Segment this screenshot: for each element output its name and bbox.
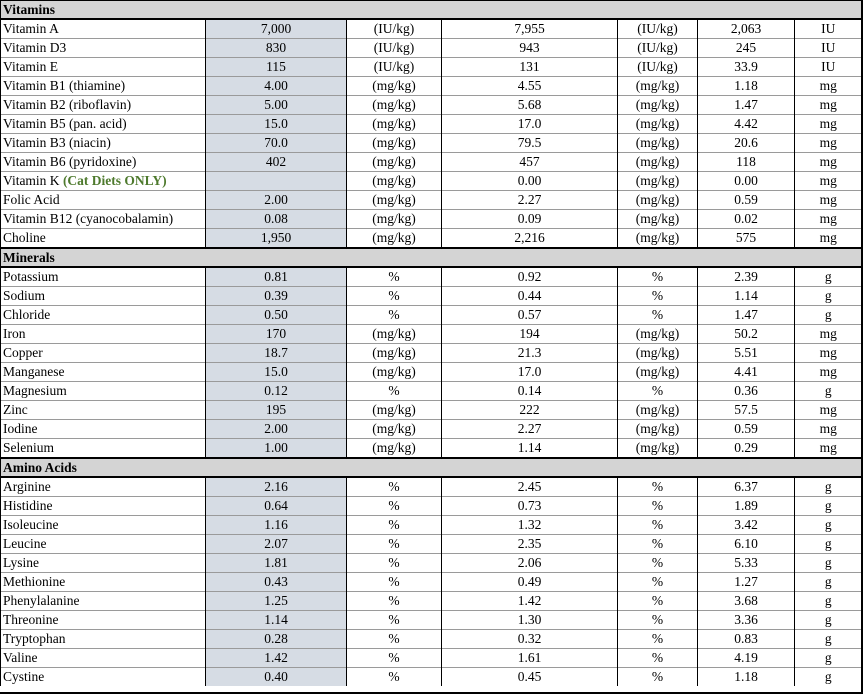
per-1000kcal-unit-cell: mg — [795, 134, 862, 153]
table-row — [1, 630, 862, 649]
as-fed-value-cell[interactable]: 1.25 — [206, 592, 347, 611]
dry-matter-value-cell: 1.32 — [442, 516, 618, 535]
table-row — [1, 267, 862, 287]
dry-matter-value-cell: 17.0 — [442, 115, 618, 134]
as-fed-value-cell[interactable]: 18.7 — [206, 344, 347, 363]
per-1000kcal-value-cell: 1.47 — [698, 306, 795, 325]
as-fed-value-cell[interactable]: 2.00 — [206, 191, 347, 210]
per-1000kcal-unit-cell: g — [795, 267, 862, 287]
nutrient-name-cell: Vitamin B3 (niacin) — [1, 134, 206, 153]
dry-matter-value-cell: 79.5 — [442, 134, 618, 153]
table-row — [1, 325, 862, 344]
nutrient-name: Vitamin K — [3, 173, 63, 188]
per-1000kcal-value-cell: 57.5 — [698, 401, 795, 420]
as-fed-unit-cell: % — [347, 592, 442, 611]
as-fed-unit-cell: % — [347, 611, 442, 630]
as-fed-value-cell[interactable]: 170 — [206, 325, 347, 344]
as-fed-value-cell[interactable]: 0.43 — [206, 573, 347, 592]
per-1000kcal-unit-cell: IU — [795, 19, 862, 39]
per-1000kcal-unit-cell: g — [795, 287, 862, 306]
per-1000kcal-value-cell: 20.6 — [698, 134, 795, 153]
per-1000kcal-unit-cell: mg — [795, 77, 862, 96]
table-row — [1, 420, 862, 439]
table-row — [1, 115, 862, 134]
as-fed-value-cell[interactable]: 1.16 — [206, 516, 347, 535]
dry-matter-value-cell: 0.32 — [442, 630, 618, 649]
as-fed-value-cell[interactable]: 195 — [206, 401, 347, 420]
dry-matter-value-cell: 0.00 — [442, 172, 618, 191]
per-1000kcal-unit-cell: mg — [795, 115, 862, 134]
nutrient-name-cell: Vitamin B2 (riboflavin) — [1, 96, 206, 115]
nutrient-name-cell: Methionine — [1, 573, 206, 592]
as-fed-value-cell[interactable]: 0.28 — [206, 630, 347, 649]
nutrient-name-cell: Iodine — [1, 420, 206, 439]
as-fed-unit-cell: % — [347, 267, 442, 287]
nutrient-table-body — [1, 1, 862, 687]
per-1000kcal-unit-cell: g — [795, 611, 862, 630]
as-fed-unit-cell: (mg/kg) — [347, 363, 442, 382]
dry-matter-value-cell: 0.14 — [442, 382, 618, 401]
as-fed-value-cell[interactable]: 402 — [206, 153, 347, 172]
as-fed-unit-cell: % — [347, 535, 442, 554]
per-1000kcal-value-cell: 0.59 — [698, 420, 795, 439]
dry-matter-value-cell: 1.14 — [442, 439, 618, 459]
per-1000kcal-unit-cell: mg — [795, 325, 862, 344]
section-header-row — [1, 1, 862, 20]
per-1000kcal-value-cell: 1.89 — [698, 497, 795, 516]
nutrient-name-cell: Vitamin A — [1, 19, 206, 39]
per-1000kcal-unit-cell: g — [795, 306, 862, 325]
section-header-row — [1, 458, 862, 477]
per-1000kcal-value-cell: 245 — [698, 39, 795, 58]
dry-matter-value-cell: 5.68 — [442, 96, 618, 115]
table-row — [1, 592, 862, 611]
as-fed-value-cell[interactable]: 2.00 — [206, 420, 347, 439]
nutrient-name-cell: Tryptophan — [1, 630, 206, 649]
as-fed-value-cell[interactable]: 1.14 — [206, 611, 347, 630]
nutrient-name-cell: Vitamin B6 (pyridoxine) — [1, 153, 206, 172]
per-1000kcal-unit-cell: mg — [795, 96, 862, 115]
per-1000kcal-value-cell: 5.33 — [698, 554, 795, 573]
as-fed-unit-cell: (mg/kg) — [347, 96, 442, 115]
per-1000kcal-value-cell: 3.36 — [698, 611, 795, 630]
as-fed-value-cell[interactable]: 2.16 — [206, 477, 347, 497]
dry-matter-value-cell: 7,955 — [442, 19, 618, 39]
table-row — [1, 287, 862, 306]
dry-matter-value-cell: 1.30 — [442, 611, 618, 630]
nutrient-name-cell: Manganese — [1, 363, 206, 382]
as-fed-value-cell[interactable] — [206, 172, 347, 191]
dry-matter-unit-cell: % — [618, 267, 698, 287]
dry-matter-unit-cell: (mg/kg) — [618, 210, 698, 229]
dry-matter-unit-cell: (IU/kg) — [618, 39, 698, 58]
dry-matter-value-cell: 2.35 — [442, 535, 618, 554]
as-fed-unit-cell: (mg/kg) — [347, 172, 442, 191]
dry-matter-value-cell: 2.27 — [442, 420, 618, 439]
per-1000kcal-unit-cell: IU — [795, 58, 862, 77]
per-1000kcal-value-cell: 575 — [698, 229, 795, 249]
per-1000kcal-unit-cell: mg — [795, 210, 862, 229]
per-1000kcal-unit-cell: g — [795, 668, 862, 687]
per-1000kcal-value-cell: 0.00 — [698, 172, 795, 191]
as-fed-value-cell[interactable]: 15.0 — [206, 363, 347, 382]
per-1000kcal-value-cell: 0.36 — [698, 382, 795, 401]
dry-matter-value-cell: 943 — [442, 39, 618, 58]
nutrient-name-cell: Chloride — [1, 306, 206, 325]
dry-matter-value-cell: 0.09 — [442, 210, 618, 229]
as-fed-unit-cell: (mg/kg) — [347, 115, 442, 134]
nutrient-name-cell: Vitamin B5 (pan. acid) — [1, 115, 206, 134]
dry-matter-unit-cell: % — [618, 649, 698, 668]
per-1000kcal-unit-cell: g — [795, 573, 862, 592]
dry-matter-unit-cell: (mg/kg) — [618, 363, 698, 382]
nutrient-name-cell: Valine — [1, 649, 206, 668]
per-1000kcal-unit-cell: g — [795, 630, 862, 649]
table-row — [1, 96, 862, 115]
as-fed-unit-cell: % — [347, 497, 442, 516]
per-1000kcal-value-cell: 0.02 — [698, 210, 795, 229]
nutrient-name-cell: Lysine — [1, 554, 206, 573]
nutrient-name-cell: Threonine — [1, 611, 206, 630]
as-fed-unit-cell: % — [347, 573, 442, 592]
per-1000kcal-value-cell: 50.2 — [698, 325, 795, 344]
nutrient-name-cell: Vitamin B12 (cyanocobalamin) — [1, 210, 206, 229]
table-row — [1, 573, 862, 592]
dry-matter-unit-cell: % — [618, 592, 698, 611]
per-1000kcal-value-cell: 4.19 — [698, 649, 795, 668]
nutrient-name-cell: Potassium — [1, 267, 206, 287]
as-fed-unit-cell: (mg/kg) — [347, 439, 442, 459]
dry-matter-unit-cell: (mg/kg) — [618, 77, 698, 96]
nutrient-name-cell: Vitamin E — [1, 58, 206, 77]
as-fed-unit-cell: % — [347, 630, 442, 649]
dry-matter-value-cell: 0.44 — [442, 287, 618, 306]
as-fed-unit-cell: (mg/kg) — [347, 420, 442, 439]
per-1000kcal-value-cell: 3.68 — [698, 592, 795, 611]
table-row — [1, 229, 862, 249]
section-title: Amino Acids — [1, 458, 862, 477]
dry-matter-value-cell: 1.42 — [442, 592, 618, 611]
as-fed-unit-cell: % — [347, 668, 442, 687]
as-fed-value-cell[interactable]: 830 — [206, 39, 347, 58]
dry-matter-unit-cell: % — [618, 306, 698, 325]
as-fed-unit-cell: (mg/kg) — [347, 77, 442, 96]
dry-matter-value-cell: 2.06 — [442, 554, 618, 573]
dry-matter-unit-cell: (mg/kg) — [618, 134, 698, 153]
table-row — [1, 554, 862, 573]
as-fed-value-cell[interactable]: 1.42 — [206, 649, 347, 668]
per-1000kcal-unit-cell: mg — [795, 439, 862, 459]
as-fed-unit-cell: (IU/kg) — [347, 39, 442, 58]
table-row — [1, 210, 862, 229]
table-row — [1, 134, 862, 153]
per-1000kcal-value-cell: 1.14 — [698, 287, 795, 306]
table-row — [1, 39, 862, 58]
per-1000kcal-value-cell: 4.41 — [698, 363, 795, 382]
per-1000kcal-value-cell: 1.18 — [698, 668, 795, 687]
table-row — [1, 363, 862, 382]
nutrient-name-cell: Isoleucine — [1, 516, 206, 535]
as-fed-unit-cell: (mg/kg) — [347, 344, 442, 363]
as-fed-value-cell[interactable]: 2.07 — [206, 535, 347, 554]
as-fed-unit-cell: (mg/kg) — [347, 401, 442, 420]
per-1000kcal-value-cell: 118 — [698, 153, 795, 172]
dry-matter-value-cell: 21.3 — [442, 344, 618, 363]
nutrient-name-cell: Vitamin B1 (thiamine) — [1, 77, 206, 96]
nutrient-name-cell: Cystine — [1, 668, 206, 687]
as-fed-value-cell[interactable]: 0.08 — [206, 210, 347, 229]
per-1000kcal-unit-cell: mg — [795, 229, 862, 249]
dry-matter-value-cell: 2.45 — [442, 477, 618, 497]
per-1000kcal-unit-cell: mg — [795, 420, 862, 439]
per-1000kcal-value-cell: 2.39 — [698, 267, 795, 287]
per-1000kcal-value-cell: 1.47 — [698, 96, 795, 115]
as-fed-unit-cell: % — [347, 554, 442, 573]
as-fed-unit-cell: (mg/kg) — [347, 229, 442, 249]
dry-matter-value-cell: 0.49 — [442, 573, 618, 592]
as-fed-unit-cell: % — [347, 516, 442, 535]
nutrient-name-cell: Choline — [1, 229, 206, 249]
as-fed-value-cell[interactable]: 1,950 — [206, 229, 347, 249]
dry-matter-unit-cell: % — [618, 477, 698, 497]
as-fed-unit-cell: % — [347, 306, 442, 325]
per-1000kcal-unit-cell: g — [795, 382, 862, 401]
per-1000kcal-value-cell: 33.9 — [698, 58, 795, 77]
as-fed-value-cell[interactable]: 115 — [206, 58, 347, 77]
dry-matter-unit-cell: (mg/kg) — [618, 439, 698, 459]
table-row — [1, 535, 862, 554]
per-1000kcal-unit-cell: mg — [795, 401, 862, 420]
as-fed-unit-cell: (mg/kg) — [347, 134, 442, 153]
section-title: Minerals — [1, 248, 862, 267]
per-1000kcal-unit-cell: g — [795, 535, 862, 554]
as-fed-value-cell[interactable]: 1.00 — [206, 439, 347, 459]
per-1000kcal-value-cell: 3.42 — [698, 516, 795, 535]
per-1000kcal-unit-cell: g — [795, 554, 862, 573]
dry-matter-value-cell: 1.61 — [442, 649, 618, 668]
dry-matter-unit-cell: % — [618, 535, 698, 554]
dry-matter-value-cell: 2.27 — [442, 191, 618, 210]
per-1000kcal-unit-cell: g — [795, 477, 862, 497]
table-row — [1, 153, 862, 172]
per-1000kcal-unit-cell: g — [795, 649, 862, 668]
nutrient-name-cell: Folic Acid — [1, 191, 206, 210]
as-fed-unit-cell: (IU/kg) — [347, 19, 442, 39]
as-fed-unit-cell: % — [347, 382, 442, 401]
section-title: Vitamins — [1, 1, 862, 20]
as-fed-value-cell[interactable]: 0.39 — [206, 287, 347, 306]
per-1000kcal-value-cell: 2,063 — [698, 19, 795, 39]
dry-matter-unit-cell: % — [618, 573, 698, 592]
dry-matter-value-cell: 0.92 — [442, 267, 618, 287]
section-header-row — [1, 248, 862, 267]
as-fed-value-cell[interactable]: 5.00 — [206, 96, 347, 115]
dry-matter-unit-cell: % — [618, 611, 698, 630]
table-row — [1, 668, 862, 687]
nutrient-name-cell: Histidine — [1, 497, 206, 516]
per-1000kcal-value-cell: 0.83 — [698, 630, 795, 649]
nutrient-name-cell: Selenium — [1, 439, 206, 459]
table-row — [1, 516, 862, 535]
dry-matter-unit-cell: % — [618, 630, 698, 649]
dry-matter-value-cell: 194 — [442, 325, 618, 344]
table-row — [1, 191, 862, 210]
as-fed-value-cell[interactable]: 1.81 — [206, 554, 347, 573]
dry-matter-unit-cell: % — [618, 668, 698, 687]
nutrient-name-cell: Zinc — [1, 401, 206, 420]
per-1000kcal-value-cell: 5.51 — [698, 344, 795, 363]
table-row — [1, 19, 862, 39]
table-row — [1, 497, 862, 516]
per-1000kcal-unit-cell: mg — [795, 363, 862, 382]
dry-matter-unit-cell: (mg/kg) — [618, 172, 698, 191]
as-fed-unit-cell: (mg/kg) — [347, 153, 442, 172]
table-row — [1, 439, 862, 459]
dry-matter-value-cell: 222 — [442, 401, 618, 420]
dry-matter-unit-cell: % — [618, 554, 698, 573]
nutrient-name-cell: Arginine — [1, 477, 206, 497]
nutrient-name-cell: Sodium — [1, 287, 206, 306]
per-1000kcal-unit-cell: mg — [795, 344, 862, 363]
nutrient-name-cell: Leucine — [1, 535, 206, 554]
table-row — [1, 58, 862, 77]
as-fed-value-cell[interactable]: 15.0 — [206, 115, 347, 134]
per-1000kcal-unit-cell: IU — [795, 39, 862, 58]
as-fed-unit-cell: (mg/kg) — [347, 210, 442, 229]
dry-matter-unit-cell: (mg/kg) — [618, 325, 698, 344]
as-fed-value-cell[interactable]: 7,000 — [206, 19, 347, 39]
dry-matter-unit-cell: (mg/kg) — [618, 115, 698, 134]
per-1000kcal-value-cell: 0.29 — [698, 439, 795, 459]
dry-matter-value-cell: 4.55 — [442, 77, 618, 96]
nutrient-name-cell: Iron — [1, 325, 206, 344]
table-row — [1, 401, 862, 420]
dry-matter-unit-cell: (mg/kg) — [618, 401, 698, 420]
dry-matter-unit-cell: (IU/kg) — [618, 58, 698, 77]
table-row — [1, 306, 862, 325]
table-row — [1, 611, 862, 630]
dry-matter-unit-cell: (mg/kg) — [618, 344, 698, 363]
as-fed-value-cell[interactable]: 0.64 — [206, 497, 347, 516]
dry-matter-unit-cell: % — [618, 516, 698, 535]
as-fed-value-cell[interactable]: 70.0 — [206, 134, 347, 153]
per-1000kcal-value-cell: 4.42 — [698, 115, 795, 134]
nutrient-name-cell: Magnesium — [1, 382, 206, 401]
dry-matter-unit-cell: (mg/kg) — [618, 191, 698, 210]
table-row — [1, 344, 862, 363]
dry-matter-unit-cell: (IU/kg) — [618, 19, 698, 39]
dry-matter-value-cell: 0.73 — [442, 497, 618, 516]
nutrient-name-cell: Copper — [1, 344, 206, 363]
per-1000kcal-unit-cell: g — [795, 497, 862, 516]
dry-matter-value-cell: 17.0 — [442, 363, 618, 382]
dry-matter-unit-cell: % — [618, 287, 698, 306]
per-1000kcal-unit-cell: g — [795, 592, 862, 611]
dry-matter-value-cell: 0.57 — [442, 306, 618, 325]
as-fed-unit-cell: % — [347, 649, 442, 668]
dry-matter-unit-cell: (mg/kg) — [618, 153, 698, 172]
per-1000kcal-value-cell: 1.18 — [698, 77, 795, 96]
as-fed-value-cell[interactable]: 0.12 — [206, 382, 347, 401]
dry-matter-unit-cell: (mg/kg) — [618, 420, 698, 439]
as-fed-value-cell[interactable]: 0.50 — [206, 306, 347, 325]
per-1000kcal-unit-cell: g — [795, 516, 862, 535]
as-fed-unit-cell: % — [347, 477, 442, 497]
dry-matter-value-cell: 0.45 — [442, 668, 618, 687]
dry-matter-value-cell: 457 — [442, 153, 618, 172]
per-1000kcal-value-cell: 0.59 — [698, 191, 795, 210]
table-row — [1, 77, 862, 96]
table-row — [1, 172, 862, 191]
dry-matter-unit-cell: (mg/kg) — [618, 229, 698, 249]
per-1000kcal-unit-cell: mg — [795, 172, 862, 191]
cat-diet-note: (Cat Diets ONLY) — [62, 173, 167, 188]
per-1000kcal-value-cell: 6.10 — [698, 535, 795, 554]
as-fed-unit-cell: (IU/kg) — [347, 58, 442, 77]
table-row — [1, 649, 862, 668]
per-1000kcal-value-cell: 6.37 — [698, 477, 795, 497]
dry-matter-value-cell: 131 — [442, 58, 618, 77]
as-fed-unit-cell: (mg/kg) — [347, 191, 442, 210]
as-fed-unit-cell: (mg/kg) — [347, 325, 442, 344]
dry-matter-unit-cell: % — [618, 382, 698, 401]
per-1000kcal-value-cell: 1.27 — [698, 573, 795, 592]
nutrient-name-cell: Phenylalanine — [1, 592, 206, 611]
dry-matter-unit-cell: % — [618, 497, 698, 516]
as-fed-unit-cell: % — [347, 287, 442, 306]
as-fed-value-cell[interactable]: 4.00 — [206, 77, 347, 96]
as-fed-value-cell[interactable]: 0.40 — [206, 668, 347, 687]
nutrient-name-cell: Vitamin D3 — [1, 39, 206, 58]
table-row — [1, 477, 862, 497]
dry-matter-unit-cell: (mg/kg) — [618, 96, 698, 115]
table-row — [1, 382, 862, 401]
dry-matter-value-cell: 2,216 — [442, 229, 618, 249]
per-1000kcal-unit-cell: mg — [795, 191, 862, 210]
per-1000kcal-unit-cell: mg — [795, 153, 862, 172]
as-fed-value-cell[interactable]: 0.81 — [206, 267, 347, 287]
nutrient-name-cell — [1, 172, 206, 191]
